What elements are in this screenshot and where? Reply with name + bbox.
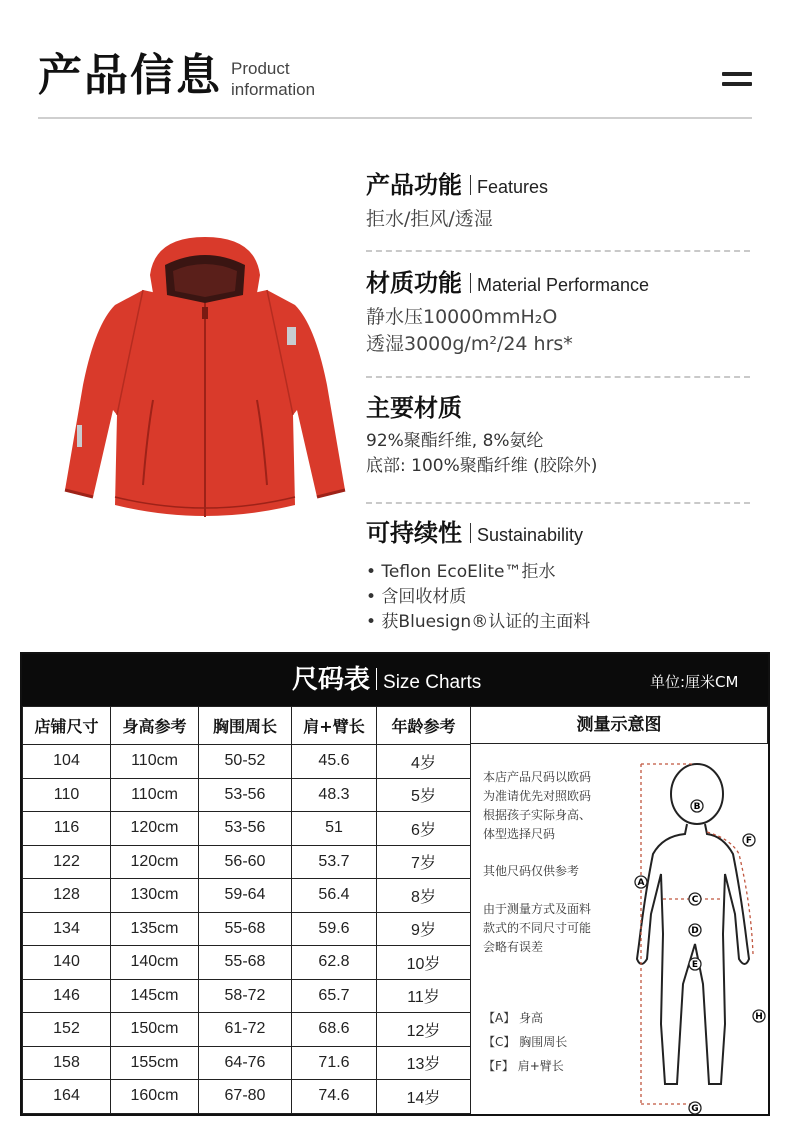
- marker-a: A: [637, 878, 645, 888]
- table-row: [23, 1080, 471, 1114]
- marker-d: D: [691, 926, 699, 936]
- note-line: 为准请优先对照欧码: [483, 789, 592, 803]
- measure-diagram: [470, 744, 768, 1114]
- features-text: 拒水/拒风/透湿: [366, 208, 493, 230]
- size-note: [483, 768, 623, 844]
- legend-item: 【C】 胸围周长: [483, 1035, 568, 1049]
- divider: [366, 502, 750, 504]
- table-row: [23, 879, 471, 913]
- marker-b: B: [693, 802, 701, 812]
- column-header: 胸围周长: [199, 707, 292, 745]
- jacket-shape: [65, 237, 345, 517]
- table-cell: 5岁: [377, 778, 471, 812]
- note-line: 会略有误差: [483, 940, 544, 954]
- legend-item: 【F】 肩+臂长: [483, 1059, 564, 1073]
- table-cell: 134: [23, 912, 111, 946]
- table-cell: 14岁: [377, 1080, 471, 1114]
- table-row: [23, 812, 471, 846]
- list-item: • Teflon EcoElite™拒水: [366, 562, 556, 582]
- table-row: [23, 912, 471, 946]
- table-cell: 71.6: [292, 1046, 377, 1080]
- table-cell: 152: [23, 1013, 111, 1047]
- table-cell: 122: [23, 845, 111, 879]
- table-cell: 68.6: [292, 1013, 377, 1047]
- table-cell: 116: [23, 812, 111, 846]
- table-row: [23, 946, 471, 980]
- table-cell: 67-80: [199, 1080, 292, 1114]
- table-cell: 155cm: [111, 1046, 199, 1080]
- table-cell: 13岁: [377, 1046, 471, 1080]
- subtitle-line-1: Product: [231, 59, 290, 78]
- page-subtitle: [231, 58, 315, 100]
- table-row: [23, 1046, 471, 1080]
- sustainability-title: 可持续性: [366, 519, 462, 547]
- marker-f: F: [745, 836, 753, 846]
- table-cell: 6岁: [377, 812, 471, 846]
- table-cell: 164: [23, 1080, 111, 1114]
- table-cell: 135cm: [111, 912, 199, 946]
- table-cell: 53-56: [199, 778, 292, 812]
- table-row: [23, 845, 471, 879]
- column-header: 年龄参考: [377, 707, 471, 745]
- bottom-composition: 底部: 100%聚酯纤维 (胶除外): [366, 456, 598, 476]
- divider: [366, 250, 750, 252]
- size-chart-banner: [22, 654, 768, 706]
- material-performance-title: 材质功能: [366, 269, 462, 297]
- table-cell: 7岁: [377, 845, 471, 879]
- size-table: [22, 706, 471, 1114]
- table-cell: 110: [23, 778, 111, 812]
- table-cell: 53-56: [199, 812, 292, 846]
- table-row: [23, 745, 471, 779]
- header-divider: [38, 117, 752, 119]
- table-cell: 59-64: [199, 879, 292, 913]
- table-cell: 140cm: [111, 946, 199, 980]
- marker-c: C: [691, 895, 699, 905]
- table-cell: 104: [23, 745, 111, 779]
- main-material-section: [366, 393, 597, 479]
- size-chart-title-cn: 尺码表: [292, 665, 371, 695]
- table-cell: 56-60: [199, 845, 292, 879]
- marker-h: H: [755, 1012, 763, 1022]
- divider: [366, 376, 750, 378]
- table-row: [23, 778, 471, 812]
- material-performance-section: [366, 268, 649, 358]
- table-cell: 146: [23, 979, 111, 1013]
- table-cell: 10岁: [377, 946, 471, 980]
- measure-markers: [635, 800, 765, 1114]
- table-cell: 50-52: [199, 745, 292, 779]
- table-cell: 65.7: [292, 979, 377, 1013]
- note-line: 体型选择尺码: [483, 827, 556, 841]
- table-cell: 56.4: [292, 879, 377, 913]
- table-cell: 55-68: [199, 946, 292, 980]
- table-cell: 110cm: [111, 745, 199, 779]
- features-title: 产品功能: [366, 171, 462, 199]
- reference-note: 其他尺码仅供参考: [483, 864, 580, 878]
- main-material-values: [366, 429, 597, 479]
- measure-legend: [483, 1006, 567, 1078]
- features-title-en: Features: [477, 177, 549, 197]
- marker-g: G: [691, 1104, 699, 1114]
- table-cell: 145cm: [111, 979, 199, 1013]
- table-cell: 48.3: [292, 778, 377, 812]
- table-cell: 62.8: [292, 946, 377, 980]
- features-heading: [366, 170, 548, 202]
- table-cell: 45.6: [292, 745, 377, 779]
- menu-icon[interactable]: [722, 72, 752, 88]
- table-row: [23, 979, 471, 1013]
- table-cell: 120cm: [111, 845, 199, 879]
- size-chart-title: [292, 663, 481, 700]
- table-cell: 51: [292, 812, 377, 846]
- table-header-row: [23, 707, 471, 745]
- measure-diagram-title: 测量示意图: [470, 706, 768, 744]
- table-cell: 8岁: [377, 879, 471, 913]
- table-cell: 9岁: [377, 912, 471, 946]
- material-performance-title-en: Material Performance: [477, 275, 650, 295]
- table-cell: 110cm: [111, 778, 199, 812]
- table-cell: 128: [23, 879, 111, 913]
- table-cell: 55-68: [199, 912, 292, 946]
- table-cell: 158: [23, 1046, 111, 1080]
- note-line: 根据孩子实际身高、: [483, 808, 592, 822]
- table-cell: 11岁: [377, 979, 471, 1013]
- column-header: 身高参考: [111, 707, 199, 745]
- water-pressure: 静水压10000mmH₂O: [366, 306, 558, 328]
- note-line: 本店产品尺码以欧码: [483, 770, 592, 784]
- table-cell: 59.6: [292, 912, 377, 946]
- table-cell: 53.7: [292, 845, 377, 879]
- table-cell: 61-72: [199, 1013, 292, 1047]
- list-item: • 获Bluesign®认证的主面料: [366, 612, 591, 632]
- table-cell: 130cm: [111, 879, 199, 913]
- main-material-heading: 主要材质: [366, 394, 462, 422]
- sustainability-list: [366, 560, 590, 635]
- table-cell: 64-76: [199, 1046, 292, 1080]
- note-line: 由于测量方式及面料: [483, 902, 592, 916]
- note-line: 款式的不同尺寸可能: [483, 921, 592, 935]
- size-chart: [20, 652, 770, 1116]
- marker-e: E: [691, 960, 699, 970]
- page-title: 产品信息: [38, 50, 222, 101]
- sustainability-section: [366, 518, 590, 635]
- size-chart-title-en: Size Charts: [383, 672, 482, 693]
- features-section: [366, 170, 548, 233]
- jacket-image: [55, 235, 355, 530]
- table-cell: 58-72: [199, 979, 292, 1013]
- table-cell: 12岁: [377, 1013, 471, 1047]
- column-header: 店铺尺寸: [23, 707, 111, 745]
- sustainability-heading: [366, 518, 590, 550]
- table-cell: 150cm: [111, 1013, 199, 1047]
- table-cell: 120cm: [111, 812, 199, 846]
- table-cell: 74.6: [292, 1080, 377, 1114]
- material-performance-values: [366, 304, 649, 358]
- legend-item: 【A】 身高: [483, 1011, 544, 1025]
- fabric-composition: 92%聚酯纤维, 8%氨纶: [366, 431, 544, 451]
- subtitle-line-2: information: [231, 80, 316, 99]
- sustainability-title-en: Sustainability: [477, 525, 584, 545]
- size-chart-unit: 单位:厘米CM: [650, 673, 739, 691]
- table-cell: 140: [23, 946, 111, 980]
- table-row: [23, 1013, 471, 1047]
- breathability: 透湿3000g/m²/24 hrs*: [366, 333, 573, 355]
- list-item: • 含回收材质: [366, 587, 467, 607]
- error-note: [483, 900, 623, 957]
- table-cell: 4岁: [377, 745, 471, 779]
- body-figure: [611, 744, 771, 1114]
- material-performance-heading: [366, 268, 649, 300]
- column-header: 肩+臂长: [292, 707, 377, 745]
- table-cell: 160cm: [111, 1080, 199, 1114]
